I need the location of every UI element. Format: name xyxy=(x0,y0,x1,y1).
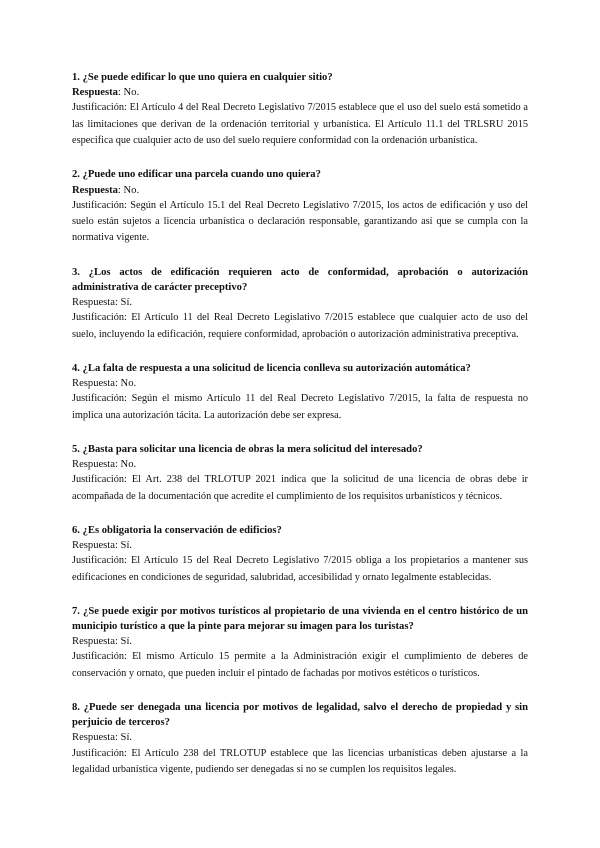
answer-label: Respuesta xyxy=(72,459,115,470)
qa-block-4 xyxy=(72,361,528,424)
qa-block-6 xyxy=(72,523,528,586)
answer-2 xyxy=(72,183,528,198)
question-2: 2. ¿Puede uno edificar una parcela cuando uno quiera? xyxy=(72,169,321,181)
answer-1 xyxy=(72,85,528,100)
answer-value: : Sí. xyxy=(114,540,133,551)
qa-block-8 xyxy=(72,700,528,778)
answer-6 xyxy=(72,538,528,553)
justification-4: Justificación: Según el mismo Artículo 11 del Real Decreto Legislativo 7/2015, la falta de respuesta no implica una autorización tácita. La autorización debe ser expresa. xyxy=(72,393,528,421)
answer-value: : No. xyxy=(117,184,140,196)
answer-5 xyxy=(72,457,528,472)
answer-value: : No. xyxy=(114,378,137,389)
justification-5: Justificación: El Art. 238 del TRLOTUP 2021 indica que la solicitud de una licencia de obras debe ir acompañada de la documentación que acredite el cumplimiento de los requisitos urbanísticos y técnicos. xyxy=(72,474,528,502)
answer-label: Respuesta xyxy=(72,87,118,99)
answer-value: : Sí. xyxy=(114,636,133,648)
justification-3: Justificación: El Artículo 11 del Real Decreto Legislativo 7/2015 establece que cualquier acto de uso del suelo, incluyendo la edificación, requiere conformidad, aprobación o autorización administrativa preceptiva. xyxy=(72,312,528,340)
answer-8 xyxy=(72,730,528,745)
answer-3 xyxy=(72,295,528,310)
question-7: 7. ¿Se puede exigir por motivos turísticos al propietario de una vivienda en el centro histórico de un municipio turístico a que la pinte para mejorar su imagen para los turistas? xyxy=(72,605,528,632)
answer-value: : Sí. xyxy=(114,297,133,308)
answer-value: : No. xyxy=(117,87,140,99)
justification-2: Justificación: Según el Artículo 15.1 del Real Decreto Legislativo 7/2015, los actos de edificación y uso del suelo están sujetos a licencia urbanística o declaración responsable, garantizando así que se cumpla con la normativa vigente. xyxy=(72,199,528,244)
question-1: 1. ¿Se puede edificar lo que uno quiera en cualquier sitio? xyxy=(72,72,333,83)
question-3: 3. ¿Los actos de edificación requieren acto de conformidad, aprobación o autorización administrativa de carácter preceptivo? xyxy=(72,266,528,293)
answer-label: Respuesta xyxy=(72,297,115,308)
justification-8: Justificación: El Artículo 238 del TRLOTUP establece que las licencias urbanísticas deben ajustarse a la legalidad urbanística vigente, pudiendo ser denegadas si no se cumplen los requisitos legales. xyxy=(72,747,528,775)
question-8: 8. ¿Puede ser denegada una licencia por motivos de legalidad, salvo el derecho de propiedad y sin perjuicio de terceros? xyxy=(72,702,528,729)
justification-7: Justificación: El mismo Artículo 15 permite a la Administración exigir el cumplimiento de deberes de conservación y ornato, que pueden incluir el pintado de fachadas por motivos estéticos o turísticos. xyxy=(72,651,528,679)
answer-value: : Sí. xyxy=(114,732,133,744)
qa-block-3 xyxy=(72,265,528,343)
answer-value: : No. xyxy=(114,459,137,470)
question-5: 5. ¿Basta para solicitar una licencia de obras la mera solicitud del interesado? xyxy=(72,443,423,455)
justification-1: Justificación: El Artículo 4 del Real Decreto Legislativo 7/2015 establece que el uso del suelo está sometido a las limitaciones que derivan de la ordenación territorial y urbanística. El Artículo 11.1 del TRLSRU 2015 especifica que cualquier acto de uso del suelo requiere conformidad con la ordenación urbanística. xyxy=(72,102,528,146)
qa-block-5 xyxy=(72,442,528,505)
answer-label: Respuesta xyxy=(72,636,115,648)
qa-block-7 xyxy=(72,604,528,682)
question-4: 4. ¿La falta de respuesta a una solicitud de licencia conlleva su autorización automática? xyxy=(72,362,471,374)
answer-label: Respuesta xyxy=(72,540,115,551)
answer-label: Respuesta xyxy=(72,184,118,196)
answer-label: Respuesta xyxy=(72,732,115,744)
question-6: 6. ¿Es obligatoria la conservación de edificios? xyxy=(72,524,282,536)
justification-6: Justificación: El Artículo 15 del Real Decreto Legislativo 7/2015 obliga a los propietarios a mantener sus edificaciones en condiciones de seguridad, salubridad, accesibilidad y ornato legalmente establecidas. xyxy=(72,555,528,583)
qa-block-1 xyxy=(72,70,528,149)
answer-7 xyxy=(72,634,528,649)
answer-label: Respuesta xyxy=(72,378,115,389)
qa-block-2 xyxy=(72,167,528,246)
answer-4 xyxy=(72,376,528,391)
